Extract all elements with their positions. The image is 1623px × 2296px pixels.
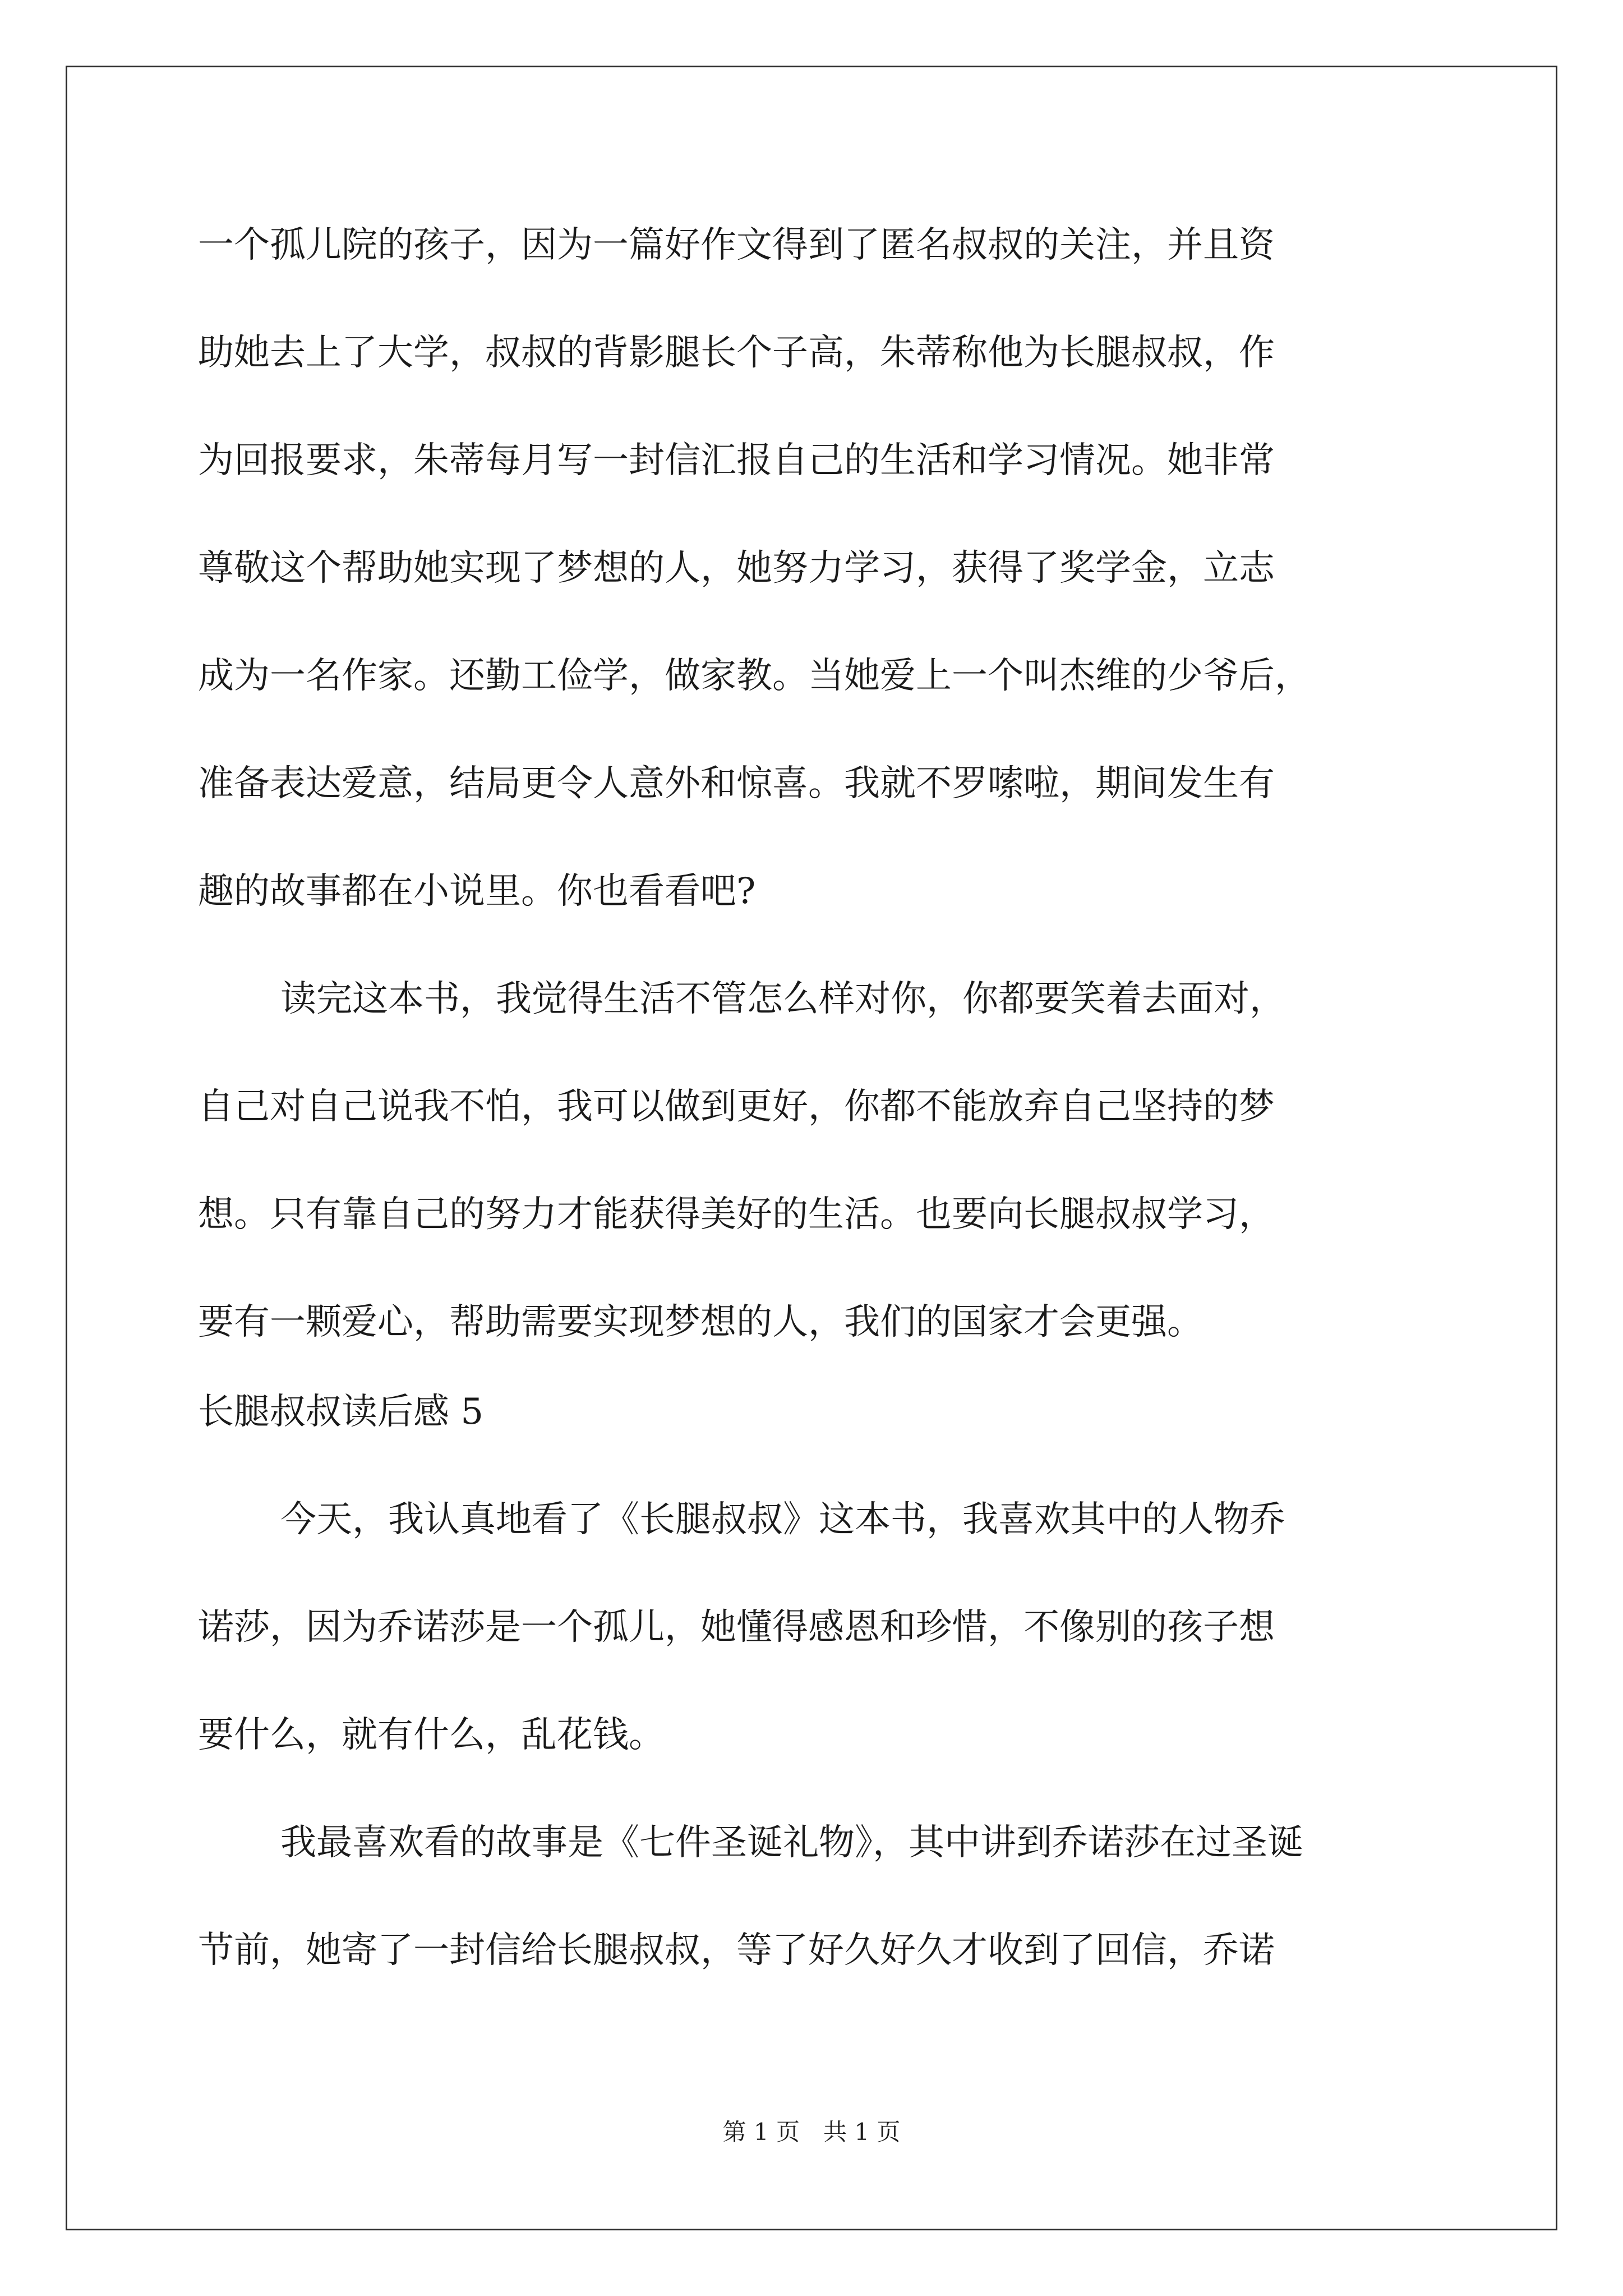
paragraph-line: 成为一名作家。还勤工俭学，做家教。当她爱上一个叫杰维的少爷后， xyxy=(198,655,1311,697)
page-border xyxy=(66,66,1557,2230)
paragraph-line: 我最喜欢看的故事是《七件圣诞礼物》，其中讲到乔诺莎在过圣诞 xyxy=(280,1822,1303,1864)
paragraph-line: 一个孤儿院的孩子，因为一篇好作文得到了匿名叔叔的关注，并且资 xyxy=(198,224,1275,266)
paragraph-line: 今天，我认真地看了《长腿叔叔》这本书，我喜欢其中的人物乔 xyxy=(280,1499,1285,1540)
paragraph-line: 助她去上了大学，叔叔的背影腿长个子高，朱蒂称他为长腿叔叔，作 xyxy=(198,332,1275,374)
paragraph-line: 诺莎，因为乔诺莎是一个孤儿，她懂得感恩和珍惜，不像别的孩子想 xyxy=(198,1607,1275,1648)
paragraph-line: 要什么，就有什么，乱花钱。 xyxy=(198,1714,665,1756)
paragraph-line: 准备表达爱意，结局更令人意外和惊喜。我就不罗嗦啦，期间发生有 xyxy=(198,763,1275,804)
paragraph-line: 节前，她寄了一封信给长腿叔叔，等了好久好久才收到了回信，乔诺 xyxy=(198,1930,1275,1971)
paragraph-line: 读完这本书，我觉得生活不管怎么样对你，你都要笑着去面对， xyxy=(280,978,1285,1020)
paragraph-line: 要有一颗爱心，帮助需要实现梦想的人，我们的国家才会更强。 xyxy=(198,1301,1203,1343)
paragraph-line: 尊敬这个帮助她实现了梦想的人，她努力学习，获得了奖学金，立志 xyxy=(198,547,1275,589)
section-heading: 长腿叔叔读后感 5 xyxy=(198,1391,484,1433)
paragraph-line: 想。只有靠自己的努力才能获得美好的生活。也要向长腿叔叔学习， xyxy=(198,1194,1275,1235)
page-number-footer: 第 1 页 共 1 页 xyxy=(722,2118,901,2146)
paragraph-line: 自己对自己说我不怕，我可以做到更好，你都不能放弃自己坚持的梦 xyxy=(198,1086,1275,1128)
paragraph-line: 为回报要求，朱蒂每月写一封信汇报自己的生活和学习情况。她非常 xyxy=(198,440,1275,481)
paragraph-line: 趣的故事都在小说里。你也看看吧? xyxy=(198,871,756,912)
